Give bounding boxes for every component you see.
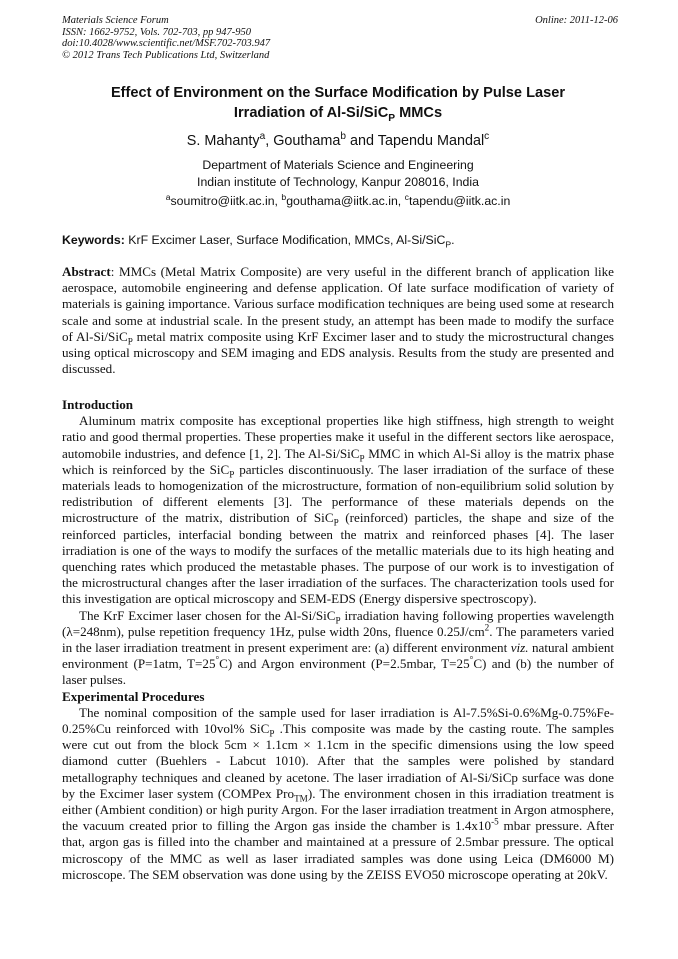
author-1: S. Mahanty	[186, 133, 260, 149]
email-2[interactable]: gouthama@iitk.ac.in,	[286, 194, 405, 208]
journal-name: Materials Science Forum	[62, 15, 169, 26]
copyright-line: © 2012 Trans Tech Publications Ltd, Switzerland	[62, 49, 270, 61]
author-2: Gouthama	[273, 133, 341, 149]
online-date: Online: 2011-12-06	[535, 15, 618, 26]
department: Department of Materials Science and Engineering	[202, 158, 474, 172]
institution: Indian institute of Technology, Kanpur 208016, India	[197, 175, 479, 189]
introduction-heading: Introduction	[62, 397, 134, 412]
keywords: Keywords: KrF Excimer Laser, Surface Modification, MMCs, Al-Si/SiC$_P$.	[62, 233, 455, 250]
abstract	[62, 264, 614, 377]
title-line-1: Effect of Environment on the Surface Modification by Pulse Laser	[110, 85, 566, 101]
keywords-label: Keywords:	[62, 233, 125, 247]
experimental-heading: Experimental Procedures	[62, 688, 205, 704]
journal-header	[62, 15, 618, 61]
author-emails: $^a$soumitro@iitk.ac.in, $^b$gouthama@iitk.ac.in, $^c$tapendu@iitk.ac.in	[165, 191, 511, 208]
email-1[interactable]: soumitro@iitk.ac.in,	[170, 194, 282, 208]
title-line-2: Irradiation of Al-Si/SiC$_P$ MMCs	[233, 104, 443, 124]
author-3: Tapendu Mandal	[377, 133, 485, 149]
main-text	[62, 397, 614, 883]
doi-line: doi:10.4028/www.scientific.net/MSF.702-703.947	[62, 38, 271, 49]
intro-paragraph-1: Aluminum matrix composite has exceptional properties like high stiffness, high strength to weight ratio and good thermal properties. These properties make it useful in the different sectors like aerospace, automobile industries, and defence [1, 2]. The Al-Si/SiC$_P$ MMC in which Al-Si alloy is the matrix phase which is reinforced by the SiC$_P$ particles discontinuously. The laser irradiation of the surface of these materials leads to homogenization of the microstructure, formation of non-equilibrium solid solution by redistribution of different elements [3]. The performance of these materials depends on the microstructure of the matrix, distribution of SiC$_P$ (reinforced) particles, the shape and size of the reinforced particles, interfacial bonding between the matrix and reinforced phases [4]. The laser irradiation is one of the ways to modify the surfaces of the metallic materials due to its high heating and quenching rates which produced the metastable phases. The purpose of our work is to investigation of the microstructural changes after the laser irradiation of the surfaces. The characterization tools used for this investigation are optical microscopy and SEM-EDS (Energy dispersive spectroscopy).	[62, 413, 615, 607]
paper-title	[62, 84, 614, 123]
author-list: S. Mahanty$^a$, Gouthama$^b$ and Tapendu Mandal$^c$	[186, 131, 490, 149]
intro-paragraph-2: The KrF Excimer laser chosen for the Al-Si/SiC$_P$ irradiation having following properties wavelength (λ=248nm), pulse repetition frequency 1Hz, pulse width 20ns, fluence $0.25J/cm^2$. The parameters varied in the laser irradiation treatment in present experiment are: (a) different environment viz. natural ambient environment (P=1atm, T=25°C) and Argon environment (P=2.5mbar, T=25°C) and (b) the number of laser pulses.	[62, 607, 615, 688]
abstract-label: Abstract	[62, 264, 111, 279]
experimental-paragraph: The nominal composition of the sample used for laser irradiation is Al-7.5%Si-0.6%Mg-0.75%Fe-0.25%Cu reinforced with 10vol% SiC$_P$ .This composite was made by the casting route. The samples were cut out from the block 5cm × 1.1cm × 1.1cm in the specific dimensions using the low speed diamond cutter (Buehlers - Labcut 1010). After that the samples were polished by standard metallography techniques and cleaned by acetone. The laser irradiation of Al-Si/SiCp surface was done by the Excimer laser system (COMPex Pro$_{TM}$). The environment chosen in this irradiation treatment is either (Ambient condition) or high purity Argon. For the laser irradiation treatment in Argon atmosphere, the vacuum created prior to filling the Argon gas inside the chamber is $1.4x10^{-5}$ mbar pressure. After that, argon gas is filled into the chamber and maintained at a pressure of 2.5mbar pressure. The optical microscopy of the MMC as well as laser irradiated samples was done using Leica (DM6000 M) microscope. The SEM observation was done using by the ZEISS EVO50 microscope operating at 20kV.	[62, 704, 615, 882]
affiliation	[62, 157, 614, 191]
email-3[interactable]: tapendu@iitk.ac.in	[408, 194, 511, 208]
abstract-paragraph: Abstract: MMCs (Metal Matrix Composite) are very useful in the different branch of application like aerospace, automobile engineering and defense application. Of late surface modification of variety of materials is gaining importance. Various surface modification techniques are being used some at research scale and some at industrial scale. In the present study, an attempt has been made to modify the surface of Al-Si/SiC$_P$ metal matrix composite using KrF Excimer laser and to study the microstructural changes using optical microscopy and SEM imaging and EDS analysis. Results from the study are presented and discussed.	[62, 264, 614, 377]
issn-line: ISSN: 1662-9752, Vols. 702-703, pp 947-950	[62, 26, 251, 38]
